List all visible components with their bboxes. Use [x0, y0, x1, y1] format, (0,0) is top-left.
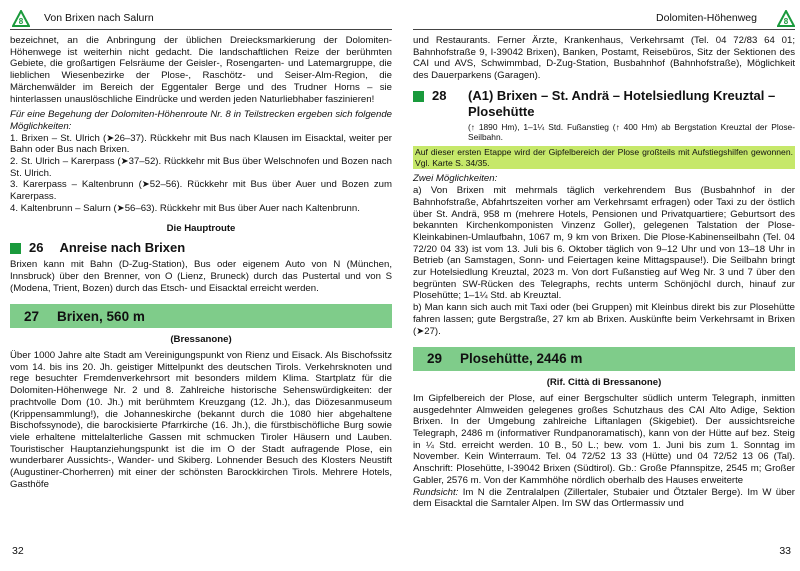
- main-route-heading: Die Hauptroute: [166, 222, 236, 234]
- rundsicht-label: Rundsicht:: [413, 486, 459, 498]
- option-a: a) Von Brixen mit mehrmals täglich verkehrendem Bus (Busbahnhof in der Bahnhofstraße, Abfahrtszeiten vorher am Verkehrsamt erfragen) oder Taxi zu der östlich über St. Andrä, 958 m (mehrere Hotels, Pensionen und Privatquartiere; Geburtsort des bekannten Kirchenkomponisten Vinzenz Goller), gelegenen Talstation der Plose-Kleinkabinen-Umlaufbahn, 1067 m, 9 km von Brixen. Die Plose-Kabinenseilbahn (Tel. 04 72/20 04 33) ist vom 13. Juli bis 6. Oktober täglich von 9–12 Uhr und von 13–18 Uhr in Betrieb (an Samstagen, Sonn- und Feiertagen keine Mittagspause!). Die Seilbahn bringt zur Hotelsiedlung Kreuztal, 2023 m. Von dort Fußanstieg auf Weg Nr. 3 und 7 über den begrünten SW-Rücken des Telegraphs, rechts unterm Schönjöchl durch, hinauf zur Plosehütte; 1–1¼ Std. ab Kreuztal.: [413, 185, 795, 302]
- option-3: 3. Karerpass – Kaltenbrunn (➤52–56). Rückkehr mit Bus über Auer und Bozen zum Karerpass.: [10, 179, 392, 203]
- station-27-subtitle: (Bressanone): [170, 334, 232, 346]
- section-28-heading: [413, 88, 795, 120]
- station-number: 27: [24, 308, 40, 324]
- running-header-right: [413, 9, 795, 30]
- right-content: [413, 35, 795, 510]
- section-26-heading: [10, 240, 392, 256]
- green-square-icon: [10, 243, 21, 254]
- option-b: b) Man kann sich auch mit Taxi oder (bei Gruppen) mit Kleinbus direkt bis zur Plosehütte fahren lassen; gute Bergstraße, 27 km ab Brixen. Auskünfte beim Verkehrsamt in Brixen (➤27).: [413, 302, 795, 337]
- running-head-title: Von Brixen nach Salurn: [44, 12, 154, 24]
- station-27-text: Über 1000 Jahre alte Stadt am Vereinigungspunkt von Rienz und Eisack. Als Bischofssitz vom 14. bis ins 20. Jh. geistiger Mittelpunkt des deutschen Tirols. Verkehrsknoten und rege besuchter Fremdenverkehrsort mit besonders mildem Klima. Startplatz für die Dolomiten-Höhenwege Nr. 2 und 8. Zahlreiche historische Sehenswürdigkeiten: der prachtvolle Dom (10. Jh.) mit berühmtem Kreuzgang (12. Jh.), das Diözesanmuseum (Krippensammlung!), die Johanneskirche (bekannt durch die 1080 hier abgehaltene Bischofssynode), die barockisierte Pfarrkirche (16. Jh.), die fürstbischöfliche Burg sowie viele erhaltene mittelalterliche Gassen mit schmucken Tiroler Häusern und Lauben. Touristischer Hauptanziehungspunkt ist die im O der Stadt aufragende Plose, ein wunderbarer Aussichts-, Wander- und Skiberg. Lohnender Besuch des Klosters Neustift (Augustiner-Chorherren) mit einer der schönsten Barockkirchen Tirols. Mehrere Hotels, Gasthöfe: [10, 350, 392, 490]
- station-number: 29: [427, 351, 443, 367]
- section-number: 28: [432, 87, 447, 103]
- continued-text: und Restaurants. Ferner Ärzte, Krankenhaus, Verkehrsamt (Tel. 04 72/83 64 01; Bahnhofstraße 9, I-39042 Brixen), Banken, Postamt, Reisebüros, Sitz der Sektionen des CAI und AVS, Schwimmbad, D-Zug-Station, Busbahnhof (Bahnhofstraße), Möglichkeit des Dauerparkens (Garagen).: [413, 35, 795, 82]
- intro-paragraph: bezeichnet, an die Anbringung der üblichen Dreiecksmarkierung der Dolomiten-Höhenwege ist weiterhin nicht gedacht. Die landschaftlichen Reize der berühmten Gebiete, die großartigen Felsräume der Geisler-, Rosengarten- und Latemargruppe, die lieblichen Wiesenbezirke der Plose-, Raschötz- und Seiser-Alm-Region, die Märchenwälder im Bereich der Eggentaler Berge und des Trudner Horns – sie hinterlassen unauslöschliche Eindrücke und werden jeden Naturliebhaber faszinieren!: [10, 35, 392, 105]
- option-1: 1. Brixen – St. Ulrich (➤26–37). Rückkehr mit Bus nach Klausen im Eisacktal, weiter per Bahn oder Bus nach Brixen.: [10, 132, 392, 156]
- section-title: (A1) Brixen – St. Andrä – Hotelsiedlung Kreuztal – Plosehütte: [468, 87, 776, 119]
- station-29-text: Im Gipfelbereich der Plose, auf einer Bergschulter südlich unterm Telegraph, inmitten ausgedehnter Almweiden gelegenes großes Schutzhaus des CAI Alto Adige, Sektion Brixen. In der Umgebung zahlreiche Liftanlagen (Skigebiet). Der aussichtsreiche Telegraph, 2486 m (informativer Rundpanoramatisch), kann von der Hütte auf bez. Steig in ¼ Std. erreicht werden. 10 B., 50 L.; bew. vom 1. Juni bis zum 1. Sonntag im November. Kein Winterraum. Tel. 04 72/52 13 33 (Hütte) und 04 72/52 13 06 (Tal). Anschrift: Plosehütte, I-39042 Brixen (Südtirol). Gb.: Große Pfannspitze, 2545 m; Großer Gabler, 2576 m. Von der Kammhöhe nördlich oberhalb des Hauses erweiterte: [413, 392, 795, 486]
- station-title: Brixen, 560 m: [57, 308, 145, 324]
- rundsicht-paragraph: [413, 487, 795, 510]
- station-title: Plosehütte, 2446 m: [460, 351, 583, 367]
- route-badge-icon: [12, 10, 30, 28]
- section-title: Anreise nach Brixen: [59, 240, 186, 256]
- page-number-left: 32: [12, 545, 24, 557]
- section-28-info: (↑ 1890 Hm), 1–1¼ Std. Fußanstieg (↑ 400 Hm) ab Bergstation Kreuztal der Plose-Seilbahn.: [468, 121, 795, 143]
- section-26-text: Brixen kann mit Bahn (D-Zug-Station), Bus oder eigenem Auto von N (München, Innsbruck) über den Brenner, von O (Lienz, Bruneck) durch das Pustertal und von S (Modena, Trient, Bozen) durch das Etsch- und Eisacktal erreicht werden.: [10, 259, 392, 294]
- section-28-hint: Auf dieser ersten Etappe wird der Gipfelbereich der Plose großteils mit Aufstiegshilfen gewonnen. Vgl. Karte S. 34/35.: [415, 146, 793, 168]
- option-2: 2. St. Ulrich – Karerpass (➤37–52). Rückkehr mit Bus über Welschnofen und Bozen nach St. Ulrich.: [10, 156, 392, 179]
- route-badge-icon: [777, 10, 795, 28]
- green-square-icon: [413, 91, 424, 102]
- route-badge-number: 8: [18, 17, 24, 27]
- right-page: [413, 0, 795, 571]
- left-page: [10, 0, 392, 571]
- running-header-left: [10, 9, 392, 30]
- route-badge-number: 8: [783, 17, 789, 27]
- two-options-label: Zwei Möglichkeiten:: [413, 173, 498, 185]
- option-4: 4. Kaltenbrunn – Salurn (➤56–63). Rückkehr mit Bus über Auer nach Kaltenbrunn.: [10, 202, 360, 214]
- station-29-subtitle: (Rif. Città di Bressanone): [546, 377, 662, 389]
- section-number: 26: [29, 240, 44, 256]
- station-27-bar: [10, 304, 392, 328]
- left-content: [10, 35, 392, 491]
- page-number-right: 33: [779, 545, 791, 557]
- running-head-title: Dolomiten-Höhenweg: [656, 12, 757, 24]
- station-29-bar: [413, 347, 795, 371]
- rundsicht-text: Im N die Zentralalpen (Zillertaler, Stubaier und Ötztaler Berge). Im W über dem Eisacktal die Sarntaler Alpen. Im SW das Ortlermassiv und: [413, 486, 795, 510]
- options-intro: Für eine Begehung der Dolomiten-Höhenroute Nr. 8 in Teilstrecken ergeben sich folgende Möglichkeiten:: [10, 109, 392, 132]
